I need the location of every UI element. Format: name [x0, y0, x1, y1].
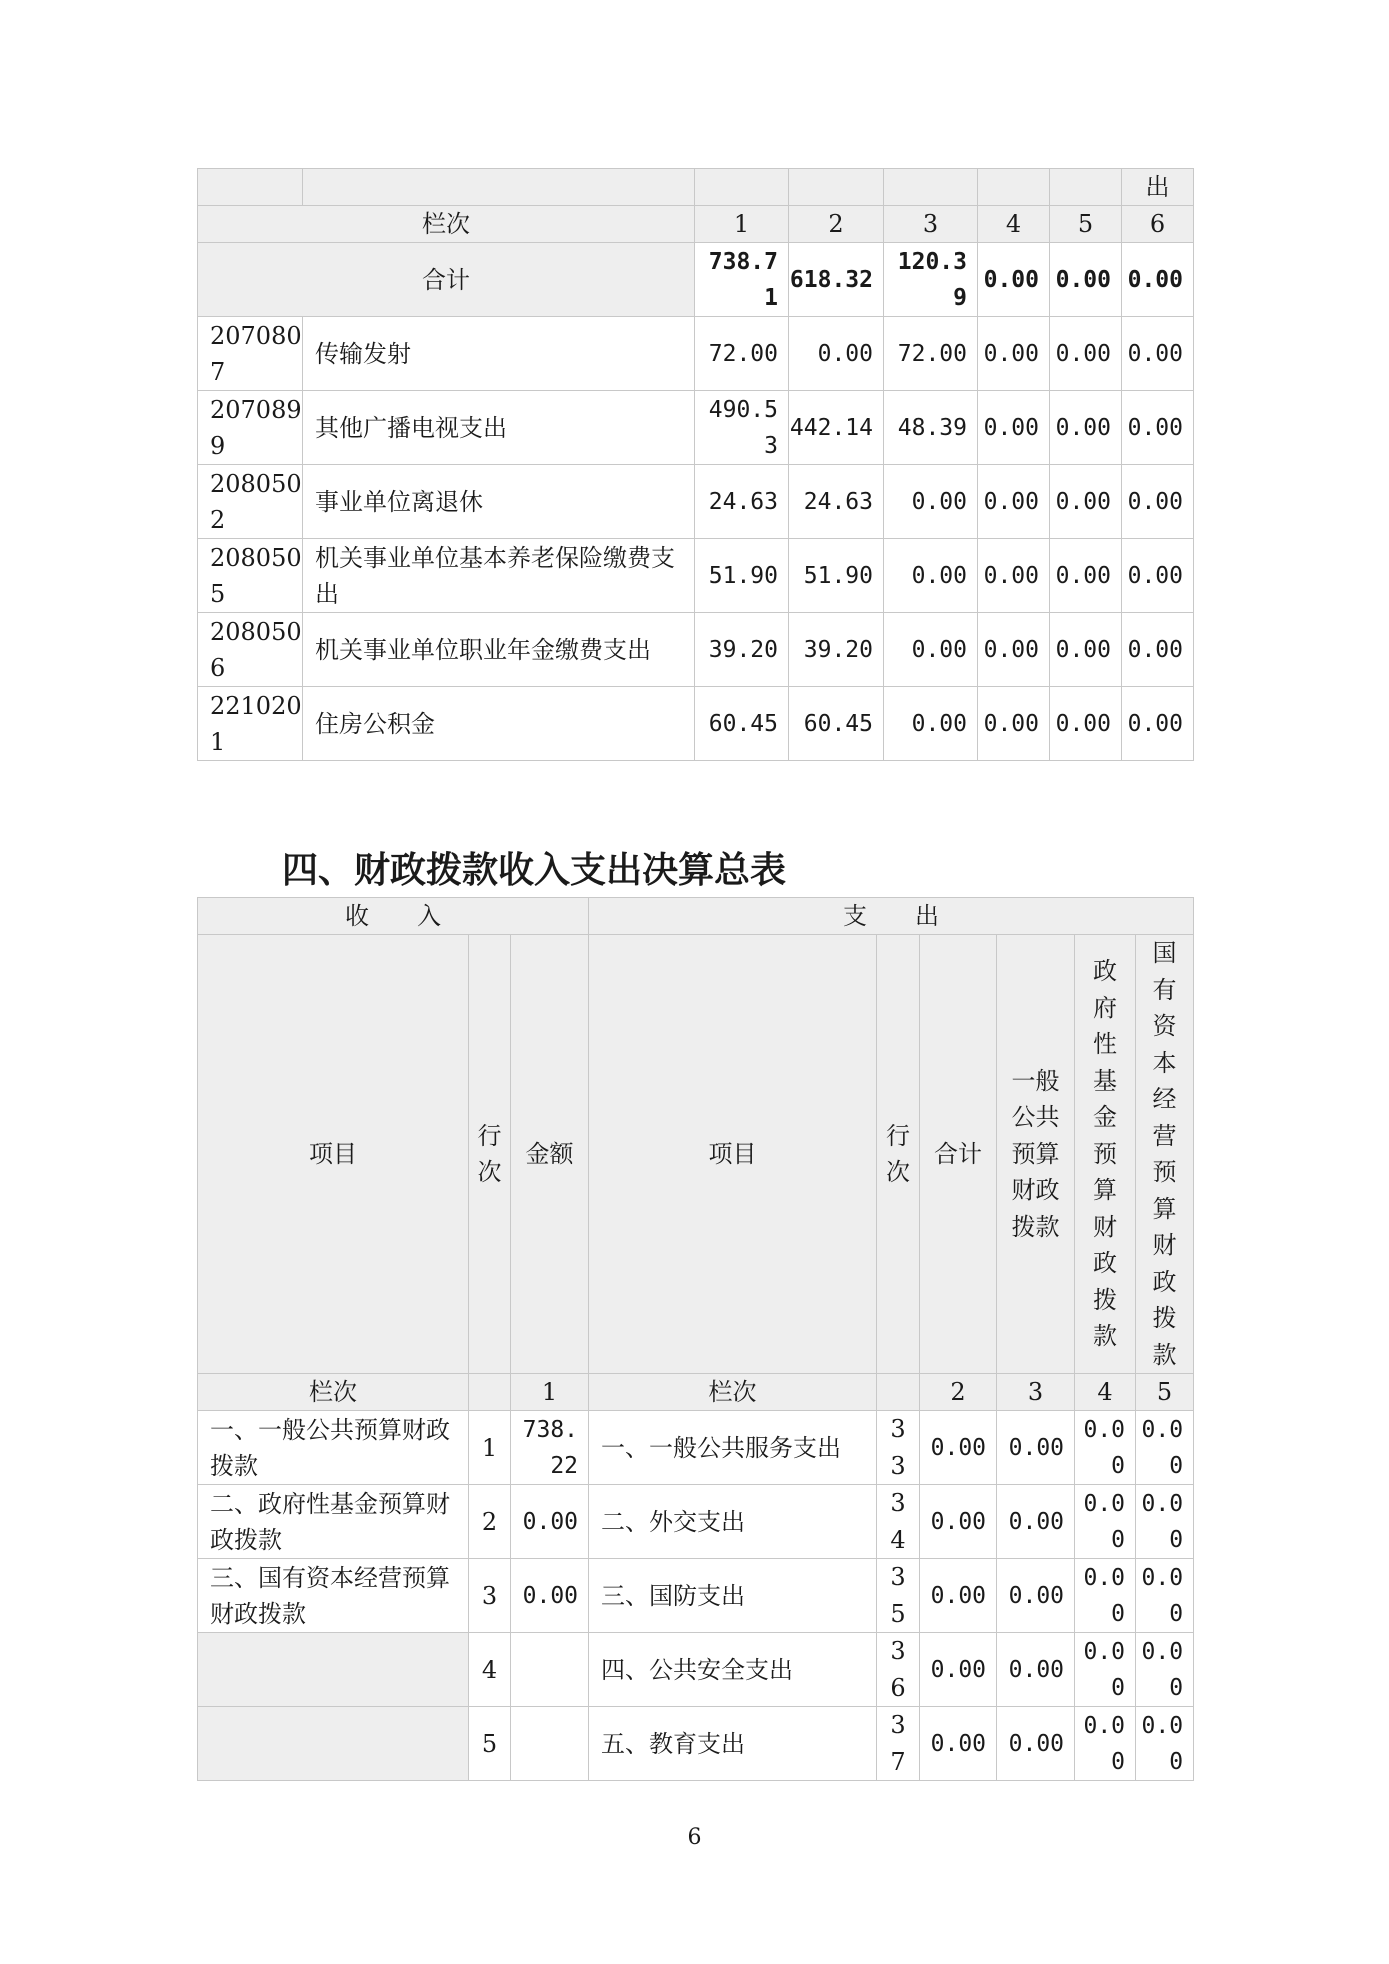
row-value: 39.20 — [695, 613, 789, 687]
table1-column-number-row — [198, 206, 1194, 243]
total-value: 0.00 — [1050, 243, 1122, 317]
income-row-no: 2 — [469, 1485, 511, 1559]
row-value: 72.00 — [884, 317, 978, 391]
expense-row-no-cell — [877, 1559, 920, 1633]
row-value: 0.00 — [1050, 613, 1122, 687]
expense-row-no-cell — [877, 1485, 920, 1559]
table-row — [198, 317, 1194, 391]
row-value: 72.00 — [695, 317, 789, 391]
expense-item: 一、一般公共服务支出 — [589, 1411, 877, 1485]
gov-fund-header — [1075, 935, 1136, 1374]
row-value: 0.00 — [1050, 539, 1122, 613]
expense-state-capital: 0.00 — [1136, 1559, 1194, 1633]
expense-row-no-header — [877, 935, 920, 1374]
expense-gov-fund: 0.00 — [1075, 1633, 1136, 1707]
expense-item: 二、外交支出 — [589, 1485, 877, 1559]
row-value: 0.00 — [978, 539, 1050, 613]
row-value: 0.00 — [1122, 539, 1194, 613]
income-row-no: 3 — [469, 1559, 511, 1633]
income-header: 收 入 — [198, 898, 589, 935]
row-name: 机关事业单位基本养老保险缴费支出 — [303, 539, 695, 613]
income-row-no: 1 — [469, 1411, 511, 1485]
table1-top-header-cell — [978, 169, 1050, 206]
income-item — [198, 1707, 469, 1781]
state-capital-header — [1136, 935, 1194, 1374]
column-number-empty — [877, 1374, 920, 1411]
row-value: 51.90 — [789, 539, 884, 613]
column-number: 5 — [1136, 1374, 1194, 1411]
row-value: 51.90 — [695, 539, 789, 613]
expense-total: 0.00 — [920, 1559, 997, 1633]
row-value: 60.45 — [695, 687, 789, 761]
income-row-no: 5 — [469, 1707, 511, 1781]
table-row — [198, 391, 1194, 465]
row-code: 2210201 — [198, 687, 303, 761]
row-value: 0.00 — [1050, 687, 1122, 761]
income-item — [198, 1633, 469, 1707]
expense-gov-fund: 0.00 — [1075, 1485, 1136, 1559]
table-row — [198, 1633, 1194, 1707]
row-value: 0.00 — [1122, 317, 1194, 391]
table1-top-header-cell — [303, 169, 695, 206]
table2-column-header-row — [198, 935, 1194, 1374]
expense-total: 0.00 — [920, 1411, 997, 1485]
table1-top-header-cell — [1050, 169, 1122, 206]
income-item: 一、一般公共预算财政拨款 — [198, 1411, 469, 1485]
row-value: 24.63 — [789, 465, 884, 539]
expense-gov-fund: 0.00 — [1075, 1559, 1136, 1633]
expense-row-no-cell — [877, 1633, 920, 1707]
table1-total-row — [198, 243, 1194, 317]
row-value: 0.00 — [1050, 465, 1122, 539]
expense-general: 0.00 — [997, 1411, 1075, 1485]
row-value: 48.39 — [884, 391, 978, 465]
expense-state-capital: 0.00 — [1136, 1411, 1194, 1485]
income-amount: 738.22 — [511, 1411, 589, 1485]
row-value: 490.53 — [695, 391, 789, 465]
expense-row-no: 34 — [890, 1489, 906, 1554]
row-value: 0.00 — [884, 687, 978, 761]
expense-gov-fund: 0.00 — [1075, 1707, 1136, 1781]
row-value: 0.00 — [1122, 687, 1194, 761]
row-code: 2070899 — [198, 391, 303, 465]
expense-general: 0.00 — [997, 1559, 1075, 1633]
column-number: 4 — [978, 206, 1050, 243]
column-number: 5 — [1050, 206, 1122, 243]
general-budget-header — [997, 935, 1075, 1374]
income-item-header: 项目 — [198, 935, 469, 1374]
expense-total: 0.00 — [920, 1633, 997, 1707]
column-number: 3 — [884, 206, 978, 243]
expense-general: 0.00 — [997, 1633, 1075, 1707]
section-title: 四、财政拨款收入支出决算总表 — [282, 850, 787, 891]
total-header: 合计 — [920, 935, 997, 1374]
row-value: 0.00 — [884, 465, 978, 539]
row-value: 0.00 — [1122, 465, 1194, 539]
table1-top-header-row — [198, 169, 1194, 206]
income-row-no-header — [469, 935, 511, 1374]
column-label: 栏次 — [589, 1374, 877, 1411]
expense-row-no: 33 — [890, 1415, 906, 1480]
fiscal-appropriation-summary-table — [197, 897, 1194, 1781]
row-name: 传输发射 — [303, 317, 695, 391]
row-value: 39.20 — [789, 613, 884, 687]
expense-row-no-cell — [877, 1411, 920, 1485]
expense-general: 0.00 — [997, 1707, 1075, 1781]
row-code: 2080502 — [198, 465, 303, 539]
row-value: 0.00 — [978, 317, 1050, 391]
total-value: 618.32 — [789, 243, 884, 317]
table1-top-header-cell — [198, 169, 303, 206]
table-row — [198, 1707, 1194, 1781]
table-row — [198, 1559, 1194, 1633]
row-value: 0.00 — [1122, 391, 1194, 465]
table1-top-header-cell: 出 — [1122, 169, 1194, 206]
row-name: 事业单位离退休 — [303, 465, 695, 539]
amount-header: 金额 — [511, 935, 589, 1374]
expense-total: 0.00 — [920, 1707, 997, 1781]
table-row — [198, 613, 1194, 687]
general-budget-header-text: 一般公共预算财政拨款 — [1011, 1066, 1060, 1241]
row-code: 2070807 — [198, 317, 303, 391]
income-amount — [511, 1707, 589, 1781]
total-value: 120.39 — [884, 243, 978, 317]
expense-state-capital: 0.00 — [1136, 1707, 1194, 1781]
table1-top-header-cell — [789, 169, 884, 206]
income-row-no: 4 — [469, 1633, 511, 1707]
expense-item: 三、国防支出 — [589, 1559, 877, 1633]
column-number: 6 — [1122, 206, 1194, 243]
row-code: 2080506 — [198, 613, 303, 687]
income-item: 三、国有资本经营预算财政拨款 — [198, 1559, 469, 1633]
expense-state-capital: 0.00 — [1136, 1485, 1194, 1559]
table-row — [198, 1411, 1194, 1485]
row-value: 0.00 — [1050, 317, 1122, 391]
expense-item: 五、教育支出 — [589, 1707, 877, 1781]
expense-row-no: 37 — [890, 1711, 906, 1776]
expense-gov-fund: 0.00 — [1075, 1411, 1136, 1485]
income-amount: 0.00 — [511, 1485, 589, 1559]
column-number: 2 — [789, 206, 884, 243]
row-name: 其他广播电视支出 — [303, 391, 695, 465]
state-capital-header-text: 国有资本经营预算财政拨款 — [1152, 939, 1177, 1369]
column-number-empty — [469, 1374, 511, 1411]
expense-row-no: 36 — [890, 1637, 906, 1702]
column-number: 4 — [1075, 1374, 1136, 1411]
table-row — [198, 539, 1194, 613]
expense-row-no-cell — [877, 1707, 920, 1781]
income-row-no-header-text: 行次 — [477, 1121, 502, 1186]
row-value: 0.00 — [978, 391, 1050, 465]
table2-column-number-row — [198, 1374, 1194, 1411]
total-value: 0.00 — [1122, 243, 1194, 317]
row-value: 24.63 — [695, 465, 789, 539]
income-amount — [511, 1633, 589, 1707]
row-value: 0.00 — [978, 613, 1050, 687]
expense-row-no-header-text: 行次 — [886, 1121, 910, 1186]
expense-row-no: 35 — [890, 1563, 906, 1628]
income-item: 二、政府性基金预算财政拨款 — [198, 1485, 469, 1559]
row-value: 0.00 — [884, 613, 978, 687]
row-name: 机关事业单位职业年金缴费支出 — [303, 613, 695, 687]
row-value: 0.00 — [884, 539, 978, 613]
row-value: 0.00 — [1122, 613, 1194, 687]
table-row — [198, 1485, 1194, 1559]
column-number: 3 — [997, 1374, 1075, 1411]
column-number: 1 — [695, 206, 789, 243]
column-label: 栏次 — [198, 206, 695, 243]
row-value: 0.00 — [789, 317, 884, 391]
column-label: 栏次 — [198, 1374, 469, 1411]
row-value: 60.45 — [789, 687, 884, 761]
row-code: 2080505 — [198, 539, 303, 613]
page-number: 6 — [687, 1825, 702, 1850]
column-number: 1 — [511, 1374, 589, 1411]
total-value: 738.71 — [695, 243, 789, 317]
row-value: 442.14 — [789, 391, 884, 465]
expense-general: 0.00 — [997, 1485, 1075, 1559]
table1-top-header-cell — [695, 169, 789, 206]
row-value: 0.00 — [1050, 391, 1122, 465]
expense-state-capital: 0.00 — [1136, 1633, 1194, 1707]
row-value: 0.00 — [978, 687, 1050, 761]
total-value: 0.00 — [978, 243, 1050, 317]
expense-item-header: 项目 — [589, 935, 877, 1374]
table-row — [198, 465, 1194, 539]
total-label: 合计 — [198, 243, 695, 317]
table2-section-header-row — [198, 898, 1194, 935]
income-amount: 0.00 — [511, 1559, 589, 1633]
gov-fund-header-text: 政府性基金预算财政拨款 — [1093, 957, 1117, 1351]
column-number: 2 — [920, 1374, 997, 1411]
expenditure-detail-table — [197, 168, 1194, 761]
expense-header: 支 出 — [589, 898, 1194, 935]
row-name: 住房公积金 — [303, 687, 695, 761]
expense-total: 0.00 — [920, 1485, 997, 1559]
row-value: 0.00 — [978, 465, 1050, 539]
table1-top-header-cell — [884, 169, 978, 206]
expense-item: 四、公共安全支出 — [589, 1633, 877, 1707]
table-row — [198, 687, 1194, 761]
